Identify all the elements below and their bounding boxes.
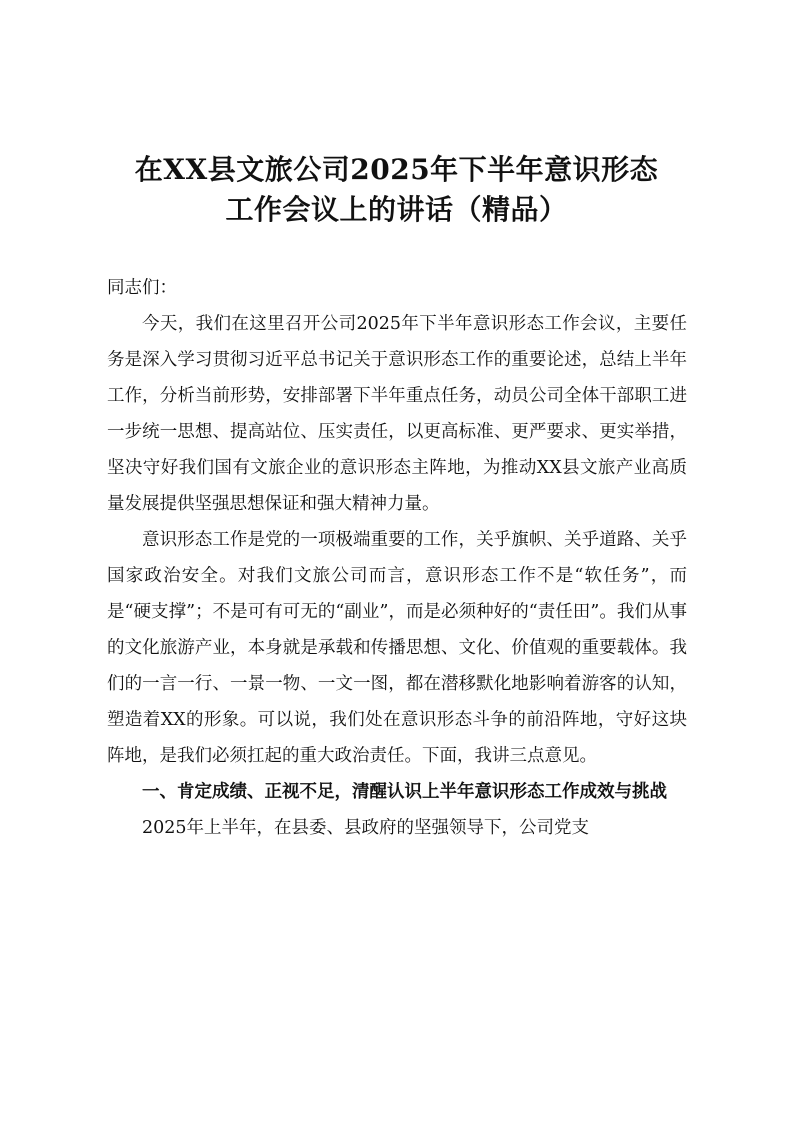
document-title: [60, 150, 733, 230]
section-heading-1: 一、肯定成绩、正视不足，清醒认识上半年意识形态工作成效与挑战: [142, 782, 667, 802]
salutation: 同志们：: [107, 278, 177, 298]
paragraph-section-1: 2025年上半年，在县委、县政府的坚强领导下，公司党支: [142, 818, 590, 838]
paragraph-intro: 今天，我们在这里召开公司2025年下半年意识形态工作会议，主要任务是深入学习贯彻习近平总书记关于意识形态工作的重要论述，总结上半年工作，分析当前形势，安排部署下半年重点任务，动员公司全体干部职工进一步统一思想、提高站位、压实责任，以更高标准、更严要求、更实举措，坚决守好我们国有文旅企业的意识形态主阵地，为推动XX县文旅产业高质量发展提供坚强思想保证和强大精神力量。: [107, 314, 687, 514]
paragraph-importance: 意识形态工作是党的一项极端重要的工作，关乎旗帜、关乎道路、关乎国家政治安全。对我们文旅公司而言，意识形态工作不是“软任务”，而是“硬支撑”；不是可有可无的“副业”，而是必须种好的“责任田”。我们从事的文化旅游产业，本身就是承载和传播思想、文化、价值观的重要载体。我们的一言一行、一景一物、一文一图，都在潜移默化地影响着游客的认知，塑造着XX的形象。可以说，我们处在意识形态斗争的前沿阵地，守好这块阵地，是我们必须扛起的重大政治责任。下面，我讲三点意见。: [107, 530, 687, 766]
title-line-1: 在XX县文旅公司2025年下半年意识形态: [134, 153, 659, 186]
document-body: [107, 270, 687, 846]
title-line-2: 工作会议上的讲话（精品）: [225, 193, 568, 226]
